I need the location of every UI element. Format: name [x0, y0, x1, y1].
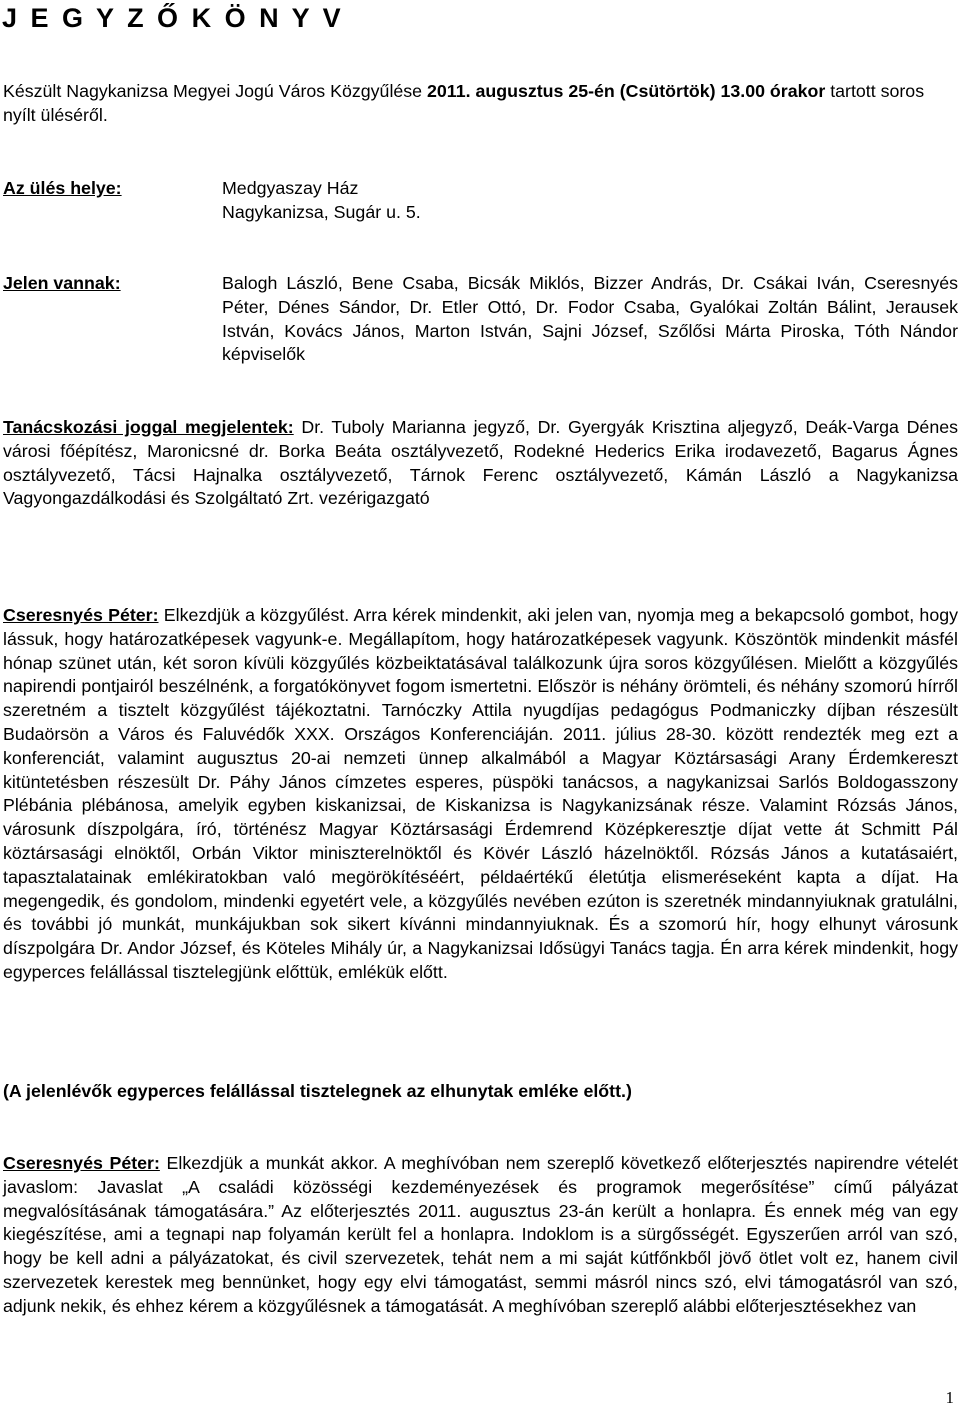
venue-value	[222, 177, 958, 225]
present-label: Jelen vannak:	[3, 273, 121, 293]
procedural-note: (A jelenlévők egyperces felállással tisztelegnek az elhunytak emléke előtt.)	[3, 1081, 632, 1101]
speaker-name-1: Cseresnyés Péter:	[3, 605, 159, 625]
venue-line-1: Medgyaszay Ház	[222, 178, 359, 198]
present-list: Balogh László, Bene Csaba, Bicsák Miklós, Bizzer András, Dr. Csákai Iván, Cseresnyés Péter, Dénes Sándor, Dr. Etler Ottó, Dr. Fodor Csaba, Gyalókai Zoltán Bálint, Jerausek István, Kovács János, Marton István, Sajni József, Szőlősi Márta Piroska, Tóth Nándor képviselők	[222, 273, 958, 365]
venue-line-2: Nagykanizsa, Sugár u. 5.	[222, 201, 421, 222]
page-number: 1	[945, 1388, 954, 1407]
meeting-date: 2011. augusztus 25-én (Csütörtök) 13.00 órakor	[427, 81, 826, 101]
document-title: J E G Y Z Ő K Ö N Y V	[2, 3, 344, 33]
venue-label: Az ülés helye:	[3, 178, 122, 198]
speech-paragraph-1	[3, 604, 958, 985]
speech-paragraph-2	[3, 1152, 958, 1319]
advisory-paragraph	[3, 416, 958, 511]
speech-text-1: Elkezdjük a közgyűlést. Arra kérek mindenkit, aki jelen van, nyomja meg a bekapcsoló gombot, hogy lássuk, hogy határozatképesek vagyunk-e. Megállapítom, hogy határozatképesek vagyunk. Köszöntök mindenkit másfél hónap szünet után, két soron kívüli közgyűlés közbeiktatásával találkozunk újra soros közgyűlésen. Mielőtt a közgyűlés napirendi pontjairól beszélnénk, a forgatókönyvet fogom ismertetni. Először is néhány örömteli, és néhány szomorú hírről szeretném a tisztelt közgyűlést tájékoztatni. Tarnóczky Attila nyugdíjas pedagógus Podmaniczky díjban részesült Budaörsön a Város és Faluvédők XXX. Országos Konferenciáján. 2011. július 28-30. között rendezték meg ezt a konferenciát, valamint augusztus 20-ai nemzeti ünnep alkalmából a Magyar Köztársasági Arany Érdemkereszt kitüntetésben részesült Dr. Páhy János címzetes esperes, püspöki tanácsos, a nagykanizsai Sarlós Boldogasszony Plébánia plébánosa, amelyik egyben kiskanizsai, de Kiskanizsa is Nagykanizsának része. Valamint Rózsás János, városunk díszpolgára, író, történész Magyar Köztársasági Érdemrend Középkeresztje díjat vette át Schmitt Pál köztársasági elnöktől, Orbán Viktor miniszterelnöktől és Kövér László házelnöktől. Rózsás János a kutatásaiért, tapasztalatainak emlékiratokban való megörökítéséért, példaértékű életútja elismeréseként kapta a díjat. Ha megengedik, és gondolom, mindenki egyetért vele, a közgyűlés nevében ezúton is szeretnék mindannyiuknak gratulálni, és további jó munkát, munkájukban sok sikert kívánni mindannyiuknak. És a szomorú hír, hogy elhunyt városunk díszpolgára Dr. Andor József, és Köteles Mihály úr, a Nagykanizsai Idősügyi Tanács tagja. Én arra kérek mindenkit, hogy egyperces felállással tisztelegjünk előttük, emlékük előtt.	[3, 605, 958, 982]
advisory-label: Tanácskozási joggal megjelentek:	[3, 417, 294, 437]
speaker-name-2: Cseresnyés Péter:	[3, 1153, 160, 1173]
intro-prefix: Készült Nagykanizsa Megyei Jogú Város Közgyűlése	[3, 81, 428, 101]
speech-text-2: Elkezdjük a munkát akkor. A meghívóban nem szereplő következő előterjesztés napirendre vételét javaslom: Javaslat „A családi közösségi kezdeményezések és programok megerősítése” című pályázat megvalósításának támogatására.” Az előterjesztés 2011. augusztus 23-án került a honlapra. És ennek még van egy kiegészítése, ami a tegnapi nap folyamán került fel a honlapra. Indoklom is a sürgősségét. Egyszerűen arról van szó, hogy be kell adni a pályázatokat, és civil szervezetek, tehát nem a mi saját kútfőnkből jövő ötlet volt ez, hanem civil szervezetek kerestek meg bennünket, hogy egy elvi támogatást, semmi másról nincs szó, elvi támogatásról van szó, adjunk nekik, és ehhez kérem a közgyűlésnek a támogatását. A meghívóban szereplő alábbi előterjesztésekhez van	[3, 1153, 958, 1316]
intro-suffix: tartott soros nyílt üléséről.	[3, 81, 925, 125]
advisory-text: Dr. Tuboly Marianna jegyző, Dr. Gyergyák Krisztina aljegyző, Deák-Varga Dénes városi főépítész, Maronicsné dr. Borka Beáta osztályvezető, Rodekné Hederics Erika irodavezető, Bagarus Ágnes osztályvezető, Tácsi Hajnalka osztályvezető, Tárnok Ferenc osztályvezető, Kámán László a Nagykanizsa Vagyongazdálkodási és Szolgáltató Zrt. vezérigazgató	[3, 417, 958, 509]
intro-paragraph	[3, 80, 958, 128]
